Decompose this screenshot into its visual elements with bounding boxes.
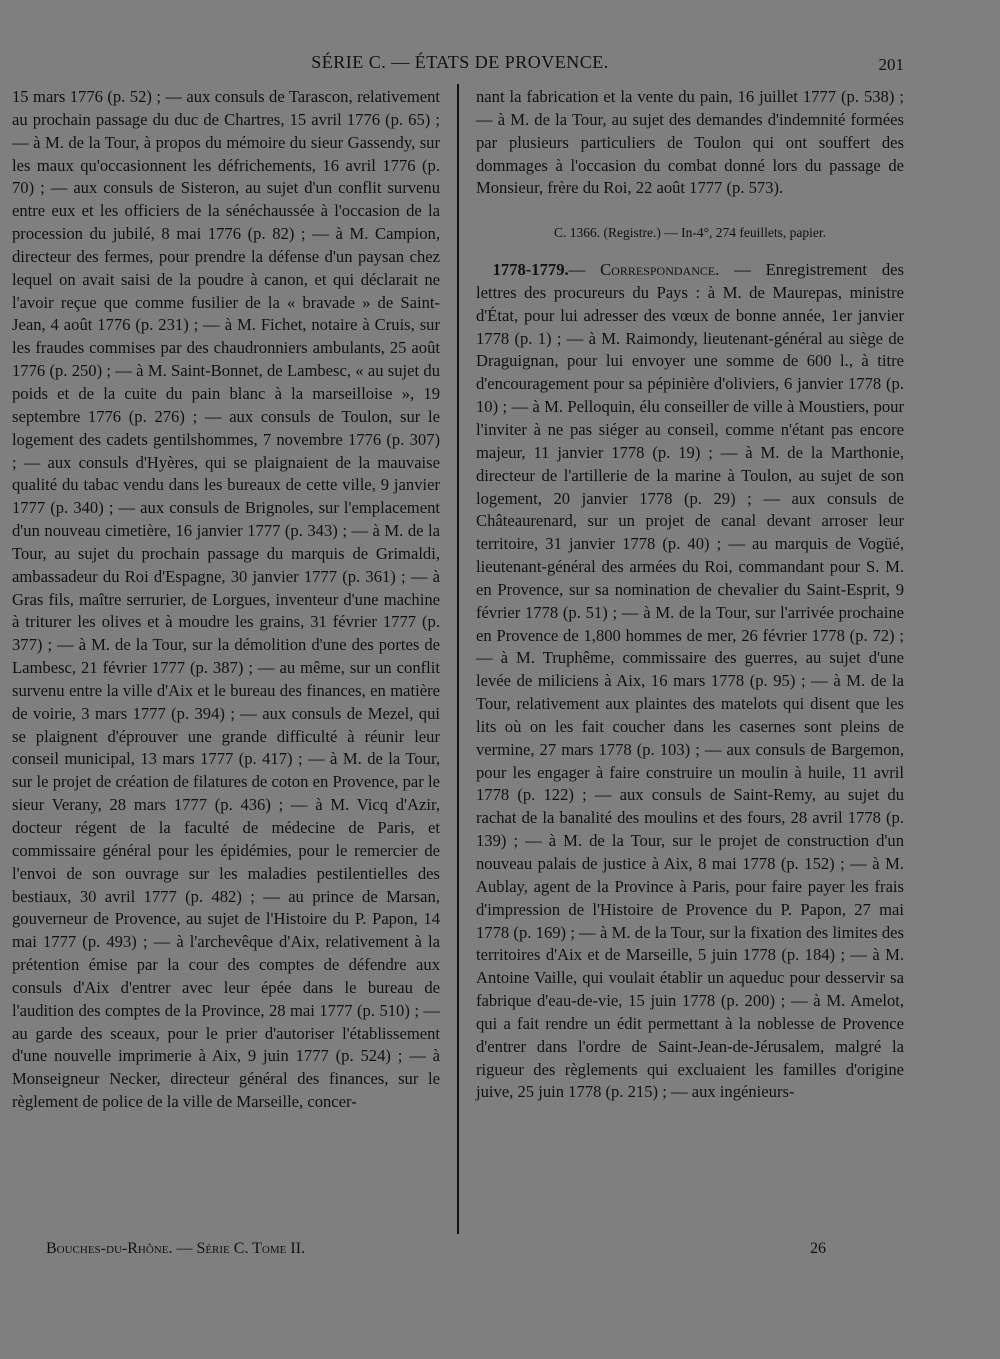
entry-label: — Correspondance. xyxy=(568,260,720,280)
left-column-text: 15 mars 1776 (p. 52) ; — aux consuls de Tarascon, relativement au prochain passage du duc de Chartres, 15 avril 1776 (p. 65) ; — à M. de la Tour, à propos du mémoire du sieur Gassendy, sur les maux qu'occasionnent les défrichements, 16 avril 1776 (p. 70) ; — aux consuls de Sisteron, au sujet d'un conflit survenu entre eux et les officiers de la sénéchaussée à l'occasion de la procession du jubilé, 8 mai 1776 (p. 82) ; — à M. Campion, directeur des fermes, pour prendre la défense d'un paysan chez lequel on avait saisi de la poudre à canon, et qui déclarait ne l'avoir reçue que comme fusilier de la « bravade » de Saint-Jean, 4 août 1776 (p. 231) ; — à M. Fichet, notaire à Cruis, sur les fraudes commises par des chaudronniers ambulants, 25 août 1776 (p. 250) ; — à M. Saint-Bonnet, de Lambesc, « au sujet du poids et de la cuite du pain blanc à la marseilloise », 19 septembre 1776 (p. 276) ; — aux consuls de Toulon, sur le logement des cadets gentilshommes, 7 novembre 1776 (p. 307) ; — aux consuls d'Hyères, qui se plaignaient de la mauvaise qualité du tabac vendu dans les bureaux de cette ville, 9 janvier 1777 (p. 340) ; — aux consuls de Brignoles, sur l'emplacement d'un nouveau cimetière, 16 janvier 1777 (p. 343) ; — à M. de la Tour, au sujet du prochain passage du marquis de Grimaldi, ambassadeur du Roi d'Espagne, 30 janvier 1777 (p. 361) ; — à Gras fils, maître serrurier, de Lorgues, inventeur d'une machine à triturer les olives et à moudre les grains, 31 février 1777 (p. 377) ; — à M. de la Tour, sur la démolition d'une des portes de Lambesc, 21 février 1777 (p. 387) ; — au même, sur un conflit survenu entre la ville d'Aix et le bureau des finances, en matière de voirie, 3 mars 1777 (p. 394) ; — aux consuls de Mezel, qui se plaignent d'éprouver une grande difficulté à réunir leur conseil municipal, 13 mars 1777 (p. 417) ; — à M. de la Tour, sur le projet de création de filatures de coton en Provence, par le sieur Verany, 28 mars 1777 (p. 436) ; — à M. Vicq d'Azir, docteur régent de la faculté de médecine de Paris, et commissaire général pour les épidémies, pour le remercier de l'envoi de son ouvrage sur les maladies pestilentielles des bestiaux, 30 avril 1777 (p. 482) ; — au prince de Marsan, gouverneur de Provence, au sujet de l'Histoire du P. Papon, 14 mai 1777 (p. 493) ; — à l'archevêque d'Aix, relativement à la prétention émise par la cour des comptes de défendre aux consuls d'Aix d'entrer avec leur épée dans le bureau de l'audition des comptes de la Province, 28 mai 1777 (p. 510) ; — au garde des sceaux, pour le prier d'autoriser l'établissement d'une nouvelle imprimerie à Aix, 9 juin 1777 (p. 524) ; — à Monseigneur Necker, directeur général des finances, sur le règlement de police de la ville de Marseille, concer- xyxy=(12,87,440,1112)
running-title: SÉRIE C. — ÉTATS DE PROVENCE. xyxy=(311,52,609,72)
entry-text: — Enregistrement des lettres des procureurs du Pays : à M. de Maurepas, ministre d'État, pour lui adresser des vœux de bonne année, 1er janvier 1778 (p. 1) ; — à M. Raimondy, lieutenant-général au siège de Draguignan, pour lui envoyer une somme de 600 l., à titre d'encouragement pour sa pépinière d'oliviers, 6 janvier 1778 (p. 10) ; — à M. Pelloquin, élu conseiller de ville à Moustiers, pour l'inviter à ne pas siéger au conseil, comme n'étant pas encore majeur, 11 janvier 1778 (p. 19) ; — à M. de la Marthonie, directeur de l'artillerie de la marine à Toulon, au sujet de son logement, 20 janvier 1778 (p. 29) ; — aux consuls de Châteaurenard, sur un projet de canal devant arroser leur territoire, 31 janvier 1778 (p. 40) ; — au marquis de Vogüé, lieutenant-général des armées du Roi, commandant pour S. M. en Provence, sur sa nomination de chevalier du Saint-Esprit, 9 février 1778 (p. 51) ; — à M. de la Tour, sur l'arrivée prochaine en Provence de 1,800 hommes de mer, 26 février 1778 (p. 72) ; — à M. Truphême, commissaire des guerres, au sujet d'une levée de miliciens à Aix, 16 mars 1778 (p. 95) ; — à M. de la Tour, relativement aux plaintes des matelots qui disent que les lits où on les fait coucher dans les casernes sont pleins de vermine, 27 mars 1778 (p. 103) ; — aux consuls de Bargemon, pour les engager à faire construire un moulin à huile, 11 avril 1778 (p. 122) ; — aux consuls de Saint-Remy, au sujet du rachat de la banalité des moulins et des fours, 28 avril 1778 (p. 139) ; — à M. de la Tour, sur le projet de construction d'un nouveau palais de justice à Aix, 8 mai 1778 (p. 152) ; — à M. Aublay, agent de la Province à Paris, pour faire payer les frais d'impression de l'Histoire de Provence du P. Papon, 27 mai 1778 (p. 169) ; — à M. de la Tour, sur la fixation des limites des territoires d'Aix et de Marseille, 5 juin 1778 (p. 184) ; — à M. Antoine Vaille, qui voulait établir un aqueduc pour desservir sa fabrique d'eau-de-vie, 15 juin 1778 (p. 200) ; — à M. Amelot, qui a fait rendre un édit permettant à la noblesse de Provence d'entrer dans l'ordre de Saint-Jean-de-Jérusalem, malgré la rigueur des règlements qui excluaient les familles d'origine juive, 25 juin 1778 (p. 215) ; — aux ingénieurs- xyxy=(476,260,904,1102)
page-header xyxy=(0,52,1000,82)
left-column xyxy=(12,86,440,1114)
column-divider xyxy=(457,84,459,1234)
entry-year: 1778-1779. xyxy=(492,260,569,280)
continuation-paragraph: nant la fabrication et la vente du pain, 16 juillet 1777 (p. 538) ; — à M. de la Tour, au sujet des demandes d'indemnité formées par plusieurs particuliers de Toulon qui ont souffert des dommages à l'occasion du combat donné lors du passage de Monsieur, frère du Roi, 22 août 1777 (p. 573). xyxy=(476,87,904,198)
entry-paragraph xyxy=(476,259,904,1104)
catalog-entry: C. 1366. (Registre.) — In-4°, 274 feuillets, papier. xyxy=(554,225,826,241)
page-number: 201 xyxy=(878,55,904,74)
footer-signature: 26 xyxy=(810,1240,826,1257)
page-footer xyxy=(0,1240,1000,1266)
right-column xyxy=(476,86,904,1104)
footer-series: Bouches-du-Rhône. — Série C. Tome II. xyxy=(46,1240,306,1257)
